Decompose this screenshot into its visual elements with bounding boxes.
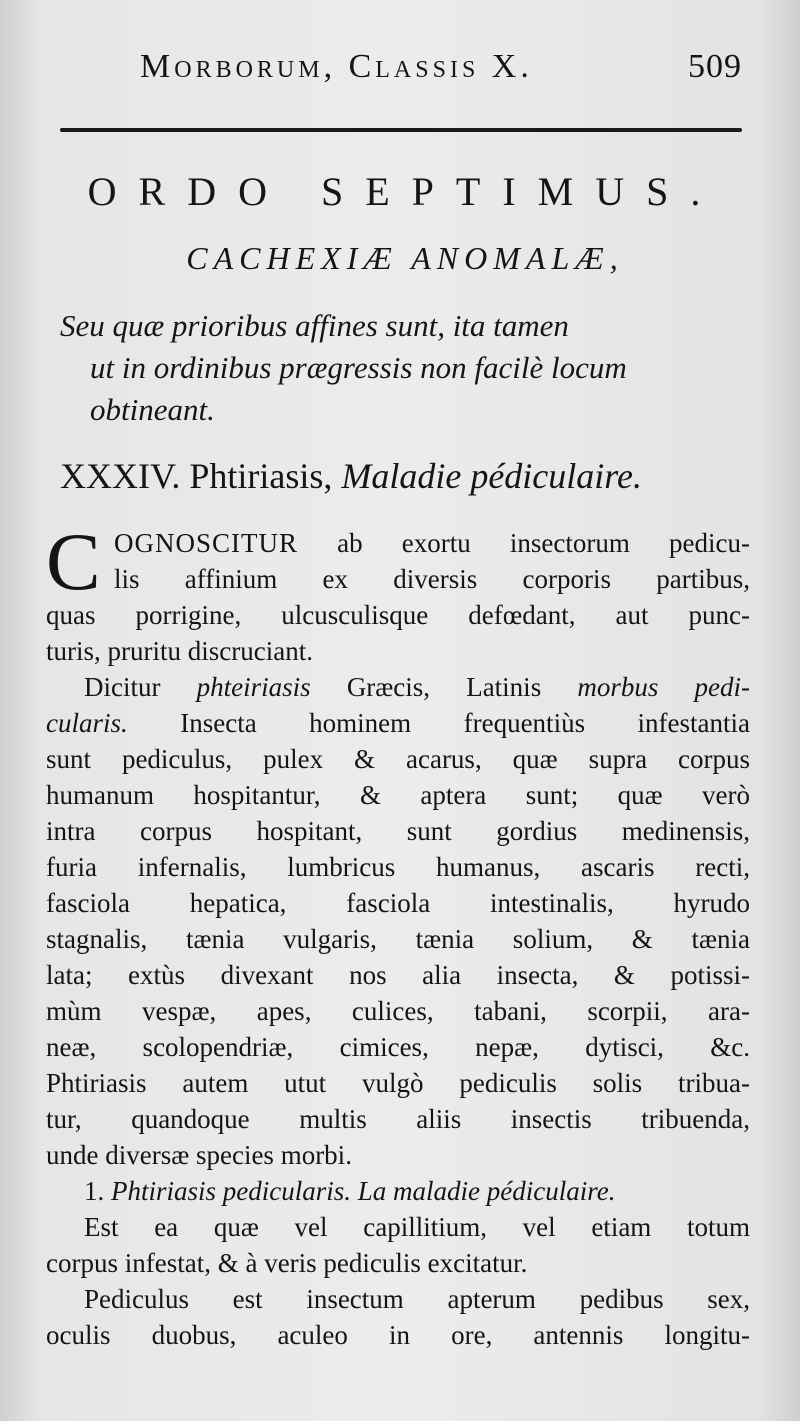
paragraph-dicitur xyxy=(46,669,750,1173)
text-line: humanum hospitantur, & aptera sunt; quæ verò xyxy=(46,780,750,810)
paragraph-pediculus xyxy=(46,1281,750,1353)
text-line: intra corpus hospitant, sunt gordius medinensis, xyxy=(46,816,750,846)
line-text: Insecta hominem frequentiùs infestantia xyxy=(180,708,750,738)
text-line: mùm vespæ, apes, culices, tabani, scorpii, ara- xyxy=(46,996,750,1026)
text-line: Phtiriasis autem utut vulgò pediculis solis tribua- xyxy=(46,1068,750,1098)
text-line: lata; extùs divexant nos alia insecta, & potissi- xyxy=(46,960,750,990)
text-line: quas porrigine, ulcusculisque defœdant, aut punc- xyxy=(46,600,750,630)
text-line: oculis duobus, aculeo in ore, antennis longitu- xyxy=(46,1320,750,1350)
text-line: neæ, scolopendriæ, cimices, nepæ, dytisci, &c. xyxy=(46,1032,750,1062)
disease-number: XXXIV. xyxy=(60,456,181,496)
text-line xyxy=(46,525,750,561)
text-line: unde diversæ species morbi. xyxy=(46,1140,352,1170)
text-line: turis, pruritu discruciant. xyxy=(46,636,313,666)
text-line xyxy=(46,705,750,741)
text-line: Est ea quæ vel capillitium, vel etiam totum xyxy=(84,1212,750,1242)
species-latin-name: Phtiriasis pedicularis. xyxy=(111,1176,352,1206)
subtitle-line: Seu quæ prioribus affines sunt, ita tamen xyxy=(60,308,569,343)
text-line: sunt pediculus, pulex & acarus, quæ supra corpus xyxy=(46,744,750,774)
line-text: Dicitur xyxy=(84,672,161,702)
text-line xyxy=(46,1173,750,1209)
header-rule xyxy=(60,128,742,132)
text-line: Pediculus est insectum apterum pedibus sex, xyxy=(84,1284,750,1314)
text-line: fasciola hepatica, fasciola intestinalis, hyrudo xyxy=(46,888,750,918)
paragraph-est-ea xyxy=(46,1209,750,1281)
body-text xyxy=(46,516,751,1353)
species-heading xyxy=(46,1173,750,1209)
species-french-name: La maladie pédiculaire. xyxy=(357,1176,616,1206)
text-line: lis affinium ex diversis corporis partibus, xyxy=(114,564,750,594)
disease-french-name: Maladie pédiculaire. xyxy=(341,456,642,496)
disease-latin-name: Phtiriasis, xyxy=(189,456,333,496)
order-subtitle xyxy=(60,305,750,431)
italic-term: morbus pedi- xyxy=(577,672,751,702)
paragraph-cognoscitur xyxy=(46,516,750,669)
order-title: ORDO SEPTIMUS. xyxy=(87,169,723,214)
text-line: furia infernalis, lumbricus humanus, ascaris recti, xyxy=(46,852,750,882)
subtitle-line: obtineant. xyxy=(90,392,215,427)
text-line: corpus infestat, & à veris pediculis excitatur. xyxy=(46,1248,528,1278)
text-line: stagnalis, tænia vulgaris, tænia solium, & tænia xyxy=(46,924,750,954)
species-number: 1. xyxy=(84,1176,105,1206)
italic-term: cularis. xyxy=(46,708,128,738)
disease-heading xyxy=(60,455,750,505)
lead-word: OGNOSCITUR xyxy=(114,528,299,558)
running-header xyxy=(140,48,750,98)
text-line: tur, quandoque multis aliis insectis tribuenda, xyxy=(46,1104,750,1134)
subtitle-line: ut in ordinibus prægressis non facilè locum xyxy=(90,350,627,385)
running-title: Morborum, Classis X. xyxy=(140,48,533,85)
text-line xyxy=(46,669,750,705)
italic-term: phteiriasis xyxy=(196,672,311,702)
drop-cap: C xyxy=(46,516,101,607)
line-text: Græcis, Latinis xyxy=(346,672,542,702)
page-number: 509 xyxy=(688,48,742,85)
class-title: CACHEXIÆ ANOMALÆ, xyxy=(186,240,624,276)
line-text: ab exortu insectorum pedicu- xyxy=(337,528,750,558)
